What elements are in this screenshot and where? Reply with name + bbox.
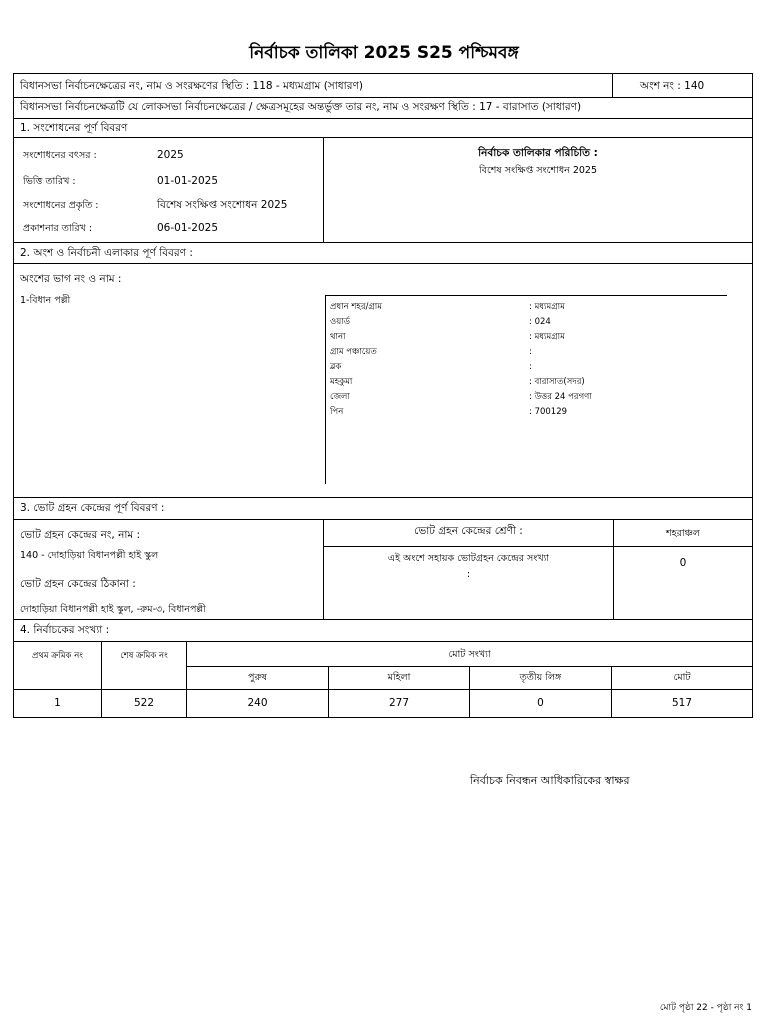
col-female: মহিলা bbox=[387, 672, 411, 683]
detail-label: জেলা bbox=[330, 392, 350, 402]
section2-heading: 2. অংশ ও নির্বাচনী এলাকার পূর্ণ বিবরণ : bbox=[20, 247, 193, 259]
section3-heading: 3. ভোট গ্রহন কেন্দ্রের পূর্ণ বিবরণ : bbox=[20, 502, 165, 514]
polling-address-label: ভোট গ্রহন কেন্দ্রের ঠিকানা : bbox=[20, 578, 136, 590]
station-category-value: শহরাঞ্চল bbox=[666, 528, 700, 539]
divider bbox=[325, 295, 326, 484]
divider bbox=[14, 97, 752, 98]
detail-value: : 024 bbox=[529, 317, 551, 327]
polling-address-value: দোহাড়িয়া বিধানপল্লী হাই স্কুল, -রুম-৩, বিধানপল্লী bbox=[20, 604, 206, 615]
detail-value: : মধ্যমগ্রাম bbox=[529, 332, 565, 342]
roll-identity-value: বিশেষ সংক্ষিপ্ত সংশোধন 2025 bbox=[478, 165, 598, 176]
cell-end-serial: 522 bbox=[133, 697, 155, 709]
cell-third-gender: 0 bbox=[537, 697, 544, 709]
roll-frame bbox=[13, 73, 753, 718]
divider bbox=[14, 137, 752, 138]
qualifying-date-value: 01-01-2025 bbox=[157, 175, 219, 187]
section-name-heading: অংশের ভাগ নং ও নাম : bbox=[20, 273, 122, 285]
cell-male: 240 bbox=[247, 697, 268, 709]
page-footer: মোট পৃষ্ঠা 22 - পৃষ্ঠা নং 1 bbox=[659, 1003, 752, 1013]
divider bbox=[325, 295, 727, 296]
assembly-constituency: বিধানসভা নির্বাচনক্ষেত্রের নং, নাম ও সংরক্ষণের স্থিতি : 118 - মধ্যমগ্রাম (সাধারণ) bbox=[20, 80, 363, 92]
divider bbox=[14, 263, 752, 264]
publication-date-value: 06-01-2025 bbox=[157, 222, 219, 234]
section-item: 1-বিধান পল্লী bbox=[20, 295, 71, 306]
col-third-gender: তৃতীয় লিঙ্গ bbox=[519, 672, 562, 683]
polling-station-label: ভোট গ্রহন কেন্দ্রের নং, নাম : bbox=[20, 529, 141, 541]
revision-type-value: বিশেষ সংক্ষিপ্ত সংশোধন 2025 bbox=[157, 199, 288, 211]
detail-value: : বারাসাত(সদর) bbox=[529, 377, 585, 387]
divider bbox=[323, 546, 752, 547]
col-end-serial: শেষ ক্রমিক নং bbox=[120, 651, 168, 661]
divider bbox=[14, 519, 752, 520]
col-start-serial: প্রথম ক্রমিক নং bbox=[32, 651, 83, 661]
detail-label: ওয়ার্ড bbox=[330, 317, 350, 327]
aux-stations-label: এই অংশে সহায়ক ভোটগ্রহন কেন্দ্রের সংখ্যা bbox=[387, 553, 550, 564]
polling-station-value: 140 - দোহাড়িয়া বিধানপল্লী হাই স্কুল bbox=[20, 550, 159, 561]
cell-total: 517 bbox=[671, 697, 693, 709]
detail-label: থানা bbox=[330, 332, 346, 342]
detail-value: : 700129 bbox=[529, 407, 568, 417]
qualifying-date-label: ভিত্তি তারিখ : bbox=[23, 176, 76, 187]
revision-year-label: সংশোধনের বৎসর : bbox=[23, 150, 97, 161]
aux-stations-value: 0 bbox=[679, 557, 687, 569]
detail-label: গ্রাম পঞ্চায়েত bbox=[330, 347, 377, 357]
station-category-label: ভোট গ্রহন কেন্দ্রের শ্রেণী : bbox=[414, 525, 523, 537]
divider bbox=[14, 118, 752, 119]
divider bbox=[14, 641, 752, 642]
col-male: পুরুষ bbox=[248, 672, 267, 683]
divider bbox=[14, 497, 752, 498]
divider bbox=[612, 74, 613, 97]
divider bbox=[14, 242, 752, 243]
section4-heading: 4. নির্বাচকের সংখ্যা : bbox=[20, 624, 110, 636]
section1-heading: 1. সংশোধনের পূর্ণ বিবরণ bbox=[20, 122, 128, 134]
cell-female: 277 bbox=[388, 697, 410, 709]
detail-label: প্রধান শহর/গ্রাম bbox=[330, 302, 382, 312]
detail-label: ব্লক bbox=[330, 362, 342, 372]
roll-identity-title: নির্বাচক তালিকার পরিচিতি : bbox=[478, 147, 598, 159]
detail-value: : মধ্যমগ্রাম bbox=[529, 302, 565, 312]
revision-type-label: সংশোধনের প্রকৃতি : bbox=[23, 200, 99, 211]
col-total-count: মোট সংখ্যা bbox=[448, 649, 491, 660]
aux-stations-colon: : bbox=[466, 569, 471, 580]
part-number: অংশ নং : 140 bbox=[640, 80, 705, 92]
page-title: নির্বাচক তালিকা 2025 S25 পশ্চিমবঙ্গ bbox=[249, 43, 519, 63]
detail-value: : bbox=[529, 362, 532, 372]
detail-label: পিন bbox=[330, 407, 344, 417]
divider bbox=[14, 689, 752, 690]
cell-start-serial: 1 bbox=[54, 697, 61, 709]
detail-value: : উত্তর 24 পরগণা bbox=[529, 392, 592, 402]
publication-date-label: প্রকাশনার তারিখ : bbox=[23, 223, 93, 234]
revision-year-value: 2025 bbox=[157, 149, 184, 161]
detail-value: : bbox=[529, 347, 532, 357]
divider bbox=[14, 619, 752, 620]
col-total: মোট bbox=[673, 672, 691, 683]
signature-label: নির্বাচক নিবন্ধন আধিকারিকের স্বাক্ষর bbox=[470, 774, 630, 787]
detail-label: মহকুমা bbox=[330, 377, 353, 387]
parliamentary-constituency: বিধানসভা নির্বাচনক্ষেত্রটি যে লোকসভা নির্বাচনক্ষেত্রের / ক্ষেত্রসমূহের অন্তর্ভুক্ত তার নং, নাম ও সংরক্ষণ স্থিতি : 17 - বারাসাত (সাধারণ) bbox=[20, 101, 582, 113]
